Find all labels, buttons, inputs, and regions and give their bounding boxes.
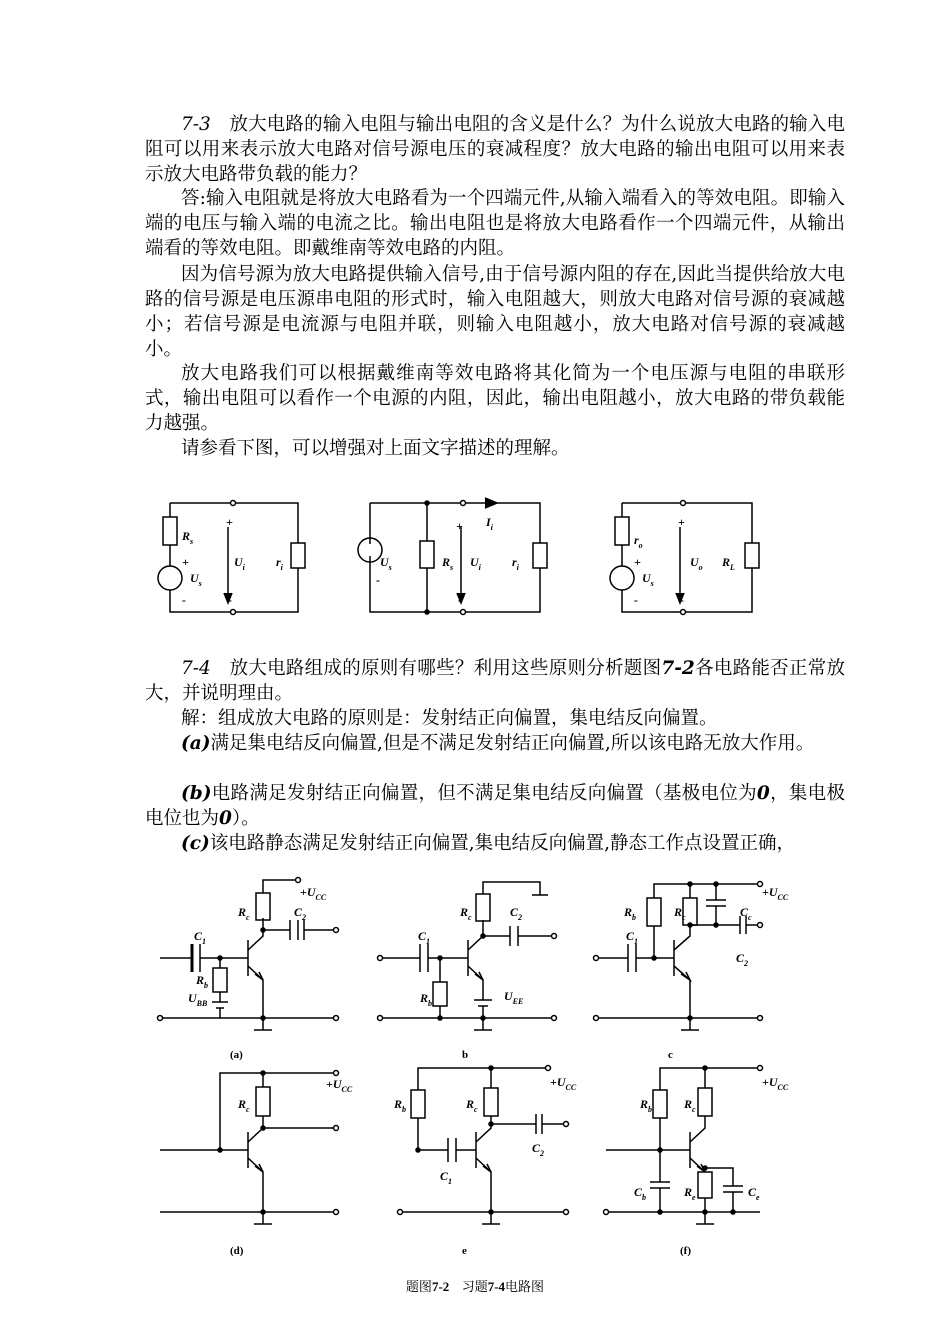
label-Rc: $R_c$ (460, 905, 472, 922)
circuit-a (160, 880, 336, 1030)
label-ri: $r_i$ (512, 555, 519, 572)
caption-f: (f) (680, 1245, 691, 1257)
question-7-4 (145, 656, 845, 706)
caption-b: b (462, 1049, 469, 1061)
minus-sign: - (376, 573, 380, 587)
label-Ii: $I_i$ (486, 515, 493, 532)
answer-paragraph-4: 请参看下图，可以增强对上面文字描述的理解。 (181, 438, 570, 459)
label-ri: $r_i$ (276, 555, 283, 572)
item-text-b-part3: ）。 (231, 808, 260, 829)
label-Rb: $R_b$ (624, 905, 637, 922)
label-Ucc: $+U_{CC}$ (550, 1075, 577, 1092)
answer-paragraph-3: 放大电路我们可以根据戴维南等效电路将其化简为一个电压源与电阻的串联形式，输出电阻可以看作一个电源的内阻，因此，输出电阻越小，放大电路的带负载能力越强。 (145, 363, 845, 434)
minus-sign: - (182, 593, 186, 607)
figure-caption (0, 1276, 950, 1295)
label-Rc: $R_c$ (238, 905, 250, 922)
label-Ucc: $+U_{CC}$ (326, 1077, 353, 1094)
plus-sign: + (182, 555, 189, 569)
item-label-b: (b) (181, 783, 212, 804)
question-text-part2: 各电路能否正常放大，并说明理由。 (145, 658, 845, 704)
label-C1: $C_1$ (626, 929, 639, 946)
answer-paragraph-1: 答:输入电阻就是将放大电路看为一个四端元件,从输入端看入的等效电阻。即输入端的电压与输入端的电流之比。输出电阻也是将放大电路看作一个四端元件，从输出端看的等效电阻。即戴维南等效电路的内阻。 (145, 188, 845, 259)
label-Rb: $R_b$ (640, 1097, 653, 1114)
question-number: 7-4 (181, 658, 211, 679)
item-label-c: (c) (181, 833, 210, 854)
label-Rb: $R_b$ (394, 1097, 407, 1114)
label-Rb: $R_b$ (420, 991, 433, 1008)
value-zero: 0 (219, 808, 232, 829)
label-C2: $C_2$ (532, 1141, 545, 1158)
label-Uee: $U_{EE}$ (504, 989, 524, 1006)
question-text-part1: 放大电路组成的原则有哪些？利用这些原则分析题图 (229, 658, 662, 679)
solution-a (145, 731, 845, 756)
caption-a: (a) (230, 1049, 243, 1061)
label-C1: $C_1$ (194, 929, 207, 946)
plus-sign: + (678, 515, 685, 529)
label-Rc: $R_c$ (466, 1097, 478, 1114)
item-text-c: 该电路静态满足发射结正向偏置,集电结反向偏置,静态工作点设置正确， (209, 833, 796, 854)
figure-reference: 7-2 (661, 658, 695, 679)
caption-figure-number: 7-2 (431, 1279, 450, 1294)
label-Ucc: $+U_{CC}$ (300, 885, 327, 902)
label-Ui: $U_i$ (234, 555, 245, 572)
label-C2: $C_2$ (736, 951, 749, 968)
item-text-a: 满足集电结反向偏置,但是不满足发射结正向偏置,所以该电路无放大作用。 (210, 733, 815, 754)
label-C1: $C_1$ (418, 929, 431, 946)
caption-c: c (668, 1049, 673, 1061)
label-Ce: $C_e$ (748, 1185, 760, 1202)
label-Rb: $R_b$ (196, 973, 209, 990)
label-Cc: $C_c$ (740, 905, 752, 922)
plus-sign: + (634, 555, 641, 569)
circuit-e (400, 1068, 566, 1224)
label-ro: $r_o$ (634, 533, 643, 550)
label-Rc: $R_c$ (238, 1097, 250, 1114)
circuit-f (606, 1068, 760, 1224)
label-Us: $U_s$ (642, 571, 654, 588)
label-Rs: $R_s$ (442, 555, 454, 572)
label-Rs: $R_s$ (182, 529, 194, 546)
caption-suffix: 电路图 (505, 1280, 545, 1295)
plus-sign: + (456, 519, 463, 533)
solution-c (145, 831, 845, 856)
label-C2: $C_2$ (510, 905, 523, 922)
minus-sign: - (634, 593, 638, 607)
minus-sign: - (680, 593, 684, 607)
item-label-a: (a) (181, 733, 211, 754)
caption-middle: 习题 (461, 1280, 488, 1295)
caption-prefix: 题图 (405, 1280, 432, 1295)
solution-principle: 解：组成放大电路的原则是：发射结正向偏置，集电结反向偏置。 (181, 708, 718, 729)
label-C1: $C_1$ (440, 1169, 453, 1186)
caption-exercise-number: 7-4 (487, 1279, 506, 1294)
label-Ucc: $+U_{CC}$ (762, 1075, 789, 1092)
caption-e: e (462, 1245, 467, 1257)
label-C2: $C_2$ (294, 905, 307, 922)
answer-paragraph-2: 因为信号源为放大电路提供输入信号,由于信号源内阻的存在,因此当提供给放大电路的信号源是电压源串电阻的形式时，输入电阻越大，则放大电路对信号源的衰减越小；若信号源是电流源与电阻并联，则输入电阻越小，放大电路对信号源的衰减越小。 (145, 264, 845, 360)
minus-sign: - (228, 593, 232, 607)
circuit-d (160, 1073, 336, 1224)
minus-sign: - (458, 593, 462, 607)
label-Re: $R_e$ (684, 1185, 696, 1202)
label-Us: $U_s$ (380, 555, 392, 572)
question-text: 放大电路的输入电阻与输出电阻的含义是什么？为什么说放大电路的输入电阻可以用来表示放大电路对信号源电压的衰减程度？放大电路的输出电阻可以用来表示放大电路带负载的能力？ (145, 114, 845, 185)
label-Ui: $U_i$ (470, 555, 481, 572)
label-Rc: $R_c$ (684, 1097, 696, 1114)
item-text-b-part1: 电路满足发射结正向偏置，但不满足集电结反向偏置（基极电位为 (211, 783, 757, 804)
value-zero: 0 (756, 783, 770, 804)
label-Rc: $R_c$ (674, 905, 686, 922)
solution-b (145, 781, 845, 831)
label-Cb: $C_b$ (634, 1185, 647, 1202)
caption-d: (d) (230, 1245, 244, 1257)
label-RL: $R_L$ (722, 555, 735, 572)
label-Ucc: $+U_{CC}$ (762, 885, 789, 902)
plus-sign: + (226, 515, 233, 529)
item-text-b-part2: ，集电极电位也为 (145, 783, 845, 829)
label-Us: $U_s$ (190, 571, 202, 588)
label-Uo: $U_o$ (690, 555, 703, 572)
question-number: 7-3 (181, 114, 211, 135)
label-Ubb: $U_{BB}$ (188, 991, 208, 1008)
